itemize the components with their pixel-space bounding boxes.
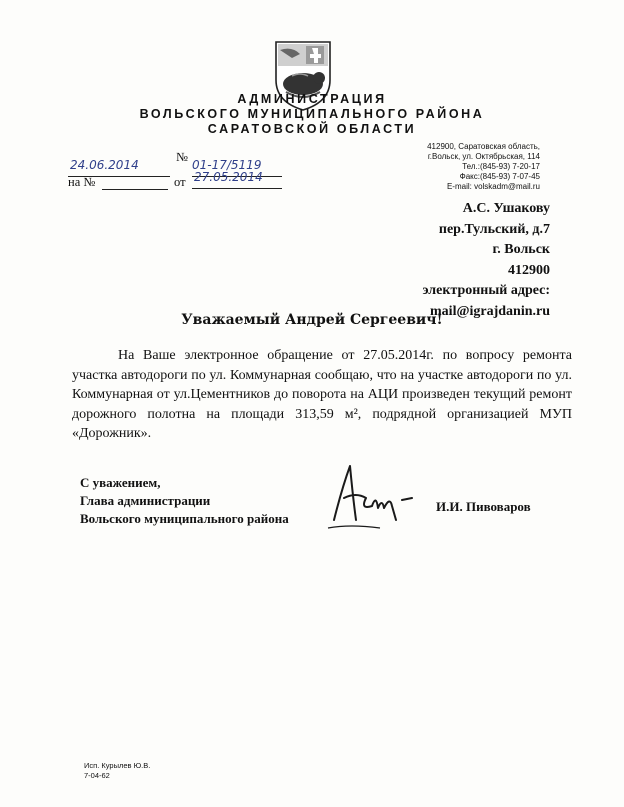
recipient-email-label: электронный адрес: xyxy=(422,283,550,298)
org-phone: Тел.:(845-93) 7-20-17 xyxy=(462,162,540,171)
org-title-line3: САРАТОВСКОЙ ОБЛАСТИ xyxy=(207,122,417,136)
org-address-line: 412900, Саратовская область, xyxy=(427,142,540,151)
closing-regards: С уважением, xyxy=(80,475,161,490)
incoming-number-label: на № xyxy=(68,175,96,189)
recipient-city: г. Вольск xyxy=(492,242,550,257)
outgoing-number: 01-17/5119 xyxy=(192,158,262,172)
outgoing-date: 24.06.2014 xyxy=(70,158,139,172)
outgoing-number-label: № xyxy=(176,150,188,164)
recipient-block xyxy=(422,199,550,322)
recipient-email: mail@igrajdanin.ru xyxy=(430,303,550,319)
incoming-date-line xyxy=(192,170,282,189)
closing-block xyxy=(80,474,289,528)
executor-phone: 7-04-62 xyxy=(84,771,110,780)
recipient-zip: 412900 xyxy=(508,262,550,278)
org-fax: Факс:(845-93) 7-07-45 xyxy=(459,172,540,181)
org-address-line: г.Вольск, ул. Октябрьская, 114 xyxy=(427,152,540,161)
executor-footer xyxy=(84,761,150,781)
handwritten-signature xyxy=(320,458,415,538)
recipient-name: А.С. Ушакову xyxy=(462,201,550,216)
letter-body: На Ваше электронное обращение от 27.05.2014г. по вопросу ремонта участка автодороги по ул. Коммунарная сообщаю, что на участке автодороги по ул. Коммунарная от ул.Цементников до поворота на АЦИ произведен текущий ремонт дорожного полотна на площади 313,59 м², подрядной организацией МУП «Дорожник». xyxy=(72,348,572,441)
signer-name: И.И. Пивоваров xyxy=(436,499,531,514)
incoming-from-label: от xyxy=(174,175,186,189)
org-address-block xyxy=(427,142,540,192)
incoming-number-line xyxy=(102,188,168,190)
closing-org: Вольского муниципального района xyxy=(80,511,289,526)
recipient-street: пер.Тульский, д.7 xyxy=(438,221,550,237)
closing-position: Глава администрации xyxy=(80,493,211,508)
org-email: E-mail: volskadm@mail.ru xyxy=(446,182,540,191)
incoming-date: 27.05.2014 xyxy=(194,170,263,184)
org-title-line1: АДМИНИСТРАЦИЯ xyxy=(237,92,387,106)
org-title-line2: ВОЛЬСКОГО МУНИЦИПАЛЬНОГО РАЙОНА xyxy=(139,107,485,121)
greeting: Уважаемый Андрей Сергеевич! xyxy=(181,312,443,328)
executor-name: Исп. Курылев Ю.В. xyxy=(84,761,151,770)
